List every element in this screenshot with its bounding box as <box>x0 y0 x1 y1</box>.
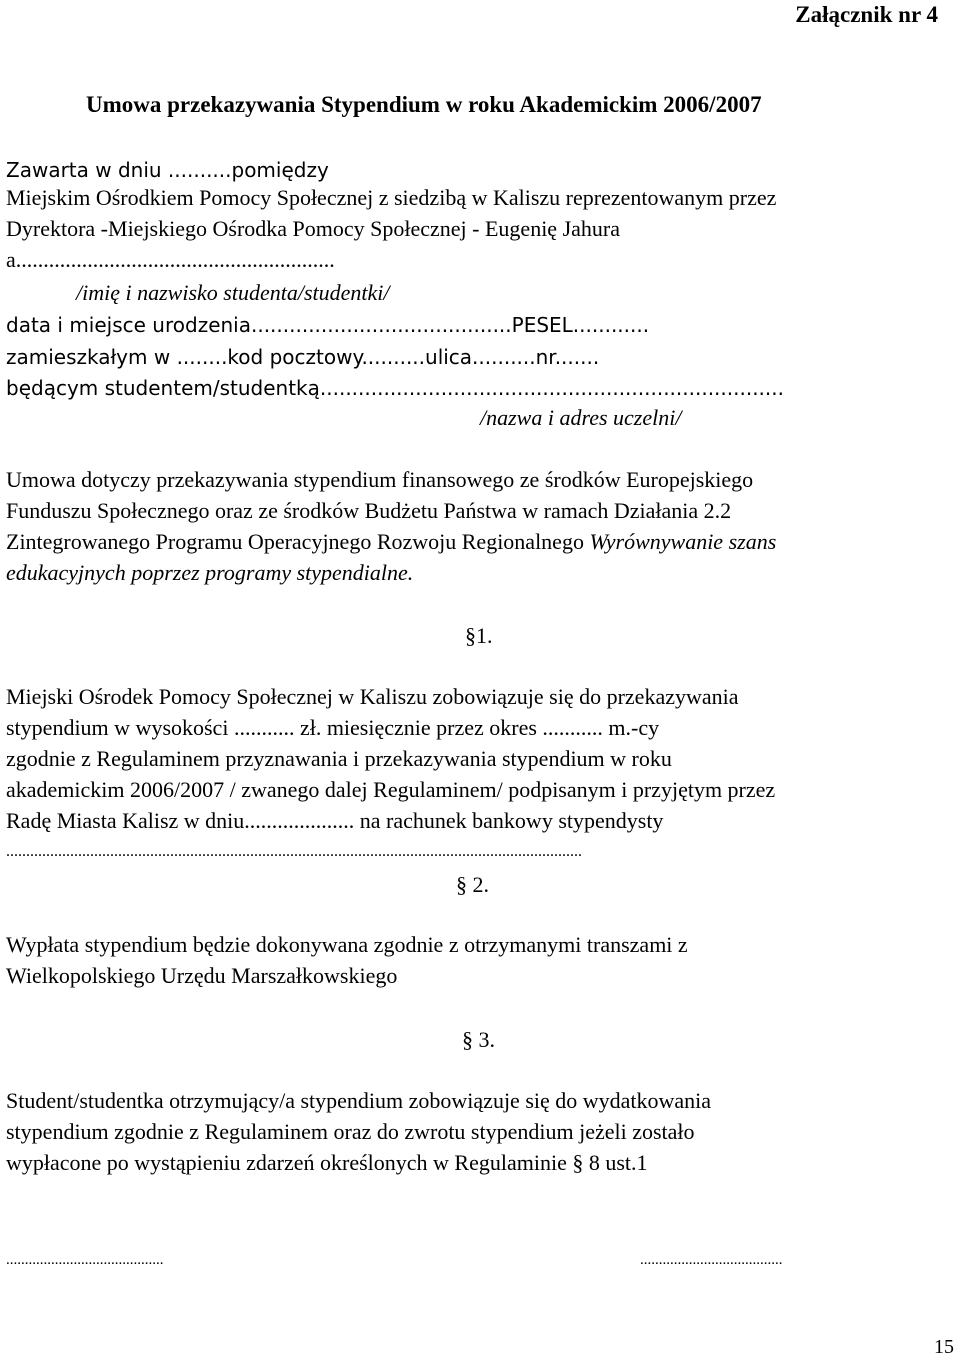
university-line: będącym studentem/studentką......................................................................... <box>6 376 784 400</box>
birth-pesel-line: data i miejsce urodzenia.........................................PESEL............ <box>6 313 650 337</box>
contract-date-line: Zawarta w dniu ..........pomiędzy <box>6 158 329 182</box>
intro-line: Umowa dotyczy przekazywania stypendium finansowego ze środków Europejskiego <box>6 467 754 492</box>
section-line: stypendium zgodnie z Regulaminem oraz do zwrotu stypendium jeżeli zostało <box>6 1119 695 1144</box>
section-line: Wielkopolskiego Urzędu Marszałkowskiego <box>6 963 398 988</box>
page-number: 15 <box>934 1336 954 1358</box>
program-name-italic: Wyrównywanie szans <box>589 529 777 554</box>
section-line: akademickim 2006/2007 / zwanego dalej Regulaminem/ podpisanym i przyjętym przez <box>6 777 776 802</box>
section-line: wypłacone po wystąpieniu zdarzeń określonych w Regulaminie § 8 ust.1 <box>6 1150 648 1175</box>
section-line: zgodnie z Regulaminem przyznawania i przekazywania stypendium w roku <box>6 746 672 771</box>
student-name-line: a.......................................................... <box>6 247 335 272</box>
party-line: Miejskim Ośrodkiem Pomocy Społecznej z siedzibą w Kaliszu reprezentowanym przez <box>6 185 777 210</box>
section-line: Miejski Ośrodek Pomocy Społecznej w Kaliszu zobowiązuje się do przekazywania <box>6 684 739 709</box>
section-heading: § 2. <box>456 872 489 897</box>
intro-line: Funduszu Społecznego oraz ze środków Budżetu Państwa w ramach Działania 2.2 <box>6 498 732 523</box>
intro-line <box>6 529 776 555</box>
intro-text: Zintegrowanego Programu Operacyjnego Rozwoju Regionalnego <box>6 529 590 554</box>
account-number-line: ................................................................................................................................................ <box>6 843 582 860</box>
section-line: Student/studentka otrzymujący/a stypendium zobowiązuje się do wydatkowania <box>6 1088 712 1113</box>
university-hint: /nazwa i adres uczelni/ <box>480 405 682 430</box>
section-line: stypendium w wysokości ........... zł. miesięcznie przez okres ........... m.-cy <box>6 715 660 740</box>
annex-label: Załącznik nr 4 <box>795 2 938 27</box>
section-heading: §1. <box>465 623 493 648</box>
signature-line-left: .......................................... <box>6 1252 164 1268</box>
document-title: Umowa przekazywania Stypendium w roku Akademickim 2006/2007 <box>86 92 762 117</box>
section-heading: § 3. <box>462 1027 495 1052</box>
party-line: Dyrektora -Miejskiego Ośrodka Pomocy Społecznej - Eugenię Jahura <box>6 216 620 241</box>
signature-line-right: ...................................... <box>640 1252 783 1268</box>
section-line: Radę Miasta Kalisz w dniu.................... na rachunek bankowy stypendysty <box>6 808 664 833</box>
program-name-italic: edukacyjnych poprzez programy stypendialne. <box>6 560 414 585</box>
student-name-hint: /imię i nazwisko studenta/studentki/ <box>76 280 390 305</box>
address-line: zamieszkałym w ........kod pocztowy..........ulica..........nr....... <box>6 345 600 369</box>
section-line: Wypłata stypendium będzie dokonywana zgodnie z otrzymanymi transzami z <box>6 932 688 957</box>
